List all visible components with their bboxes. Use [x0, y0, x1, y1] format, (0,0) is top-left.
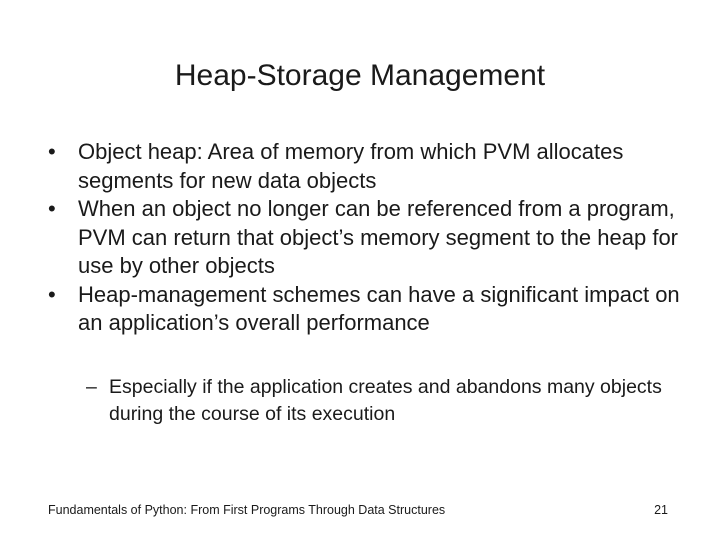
bullet-marker: •: [48, 196, 56, 221]
bullet-text: When an object no longer can be referenced from a program, PVM can return that object’s memory segment to the heap for use by other objects: [78, 196, 679, 278]
bullet-text: Heap-management schemes can have a significant impact on an application’s overall performance: [78, 281, 680, 335]
page-number: 21: [654, 503, 668, 517]
sub-bullet-item: [86, 374, 686, 428]
bullet-item: [48, 195, 688, 281]
sub-bullet-text: Especially if the application creates and abandons many objects during the course of its execution: [109, 376, 662, 425]
sub-bullet-list: [86, 374, 686, 428]
bullet-list: [48, 138, 688, 338]
sub-bullet-marker: –: [86, 376, 97, 398]
bullet-text: Object heap: Area of memory from which PVM allocates segments for new data objects: [78, 139, 624, 193]
bullet-marker: •: [48, 139, 56, 164]
slide-title: Heap-Storage Management: [174, 59, 546, 92]
bullet-item: [48, 281, 688, 338]
bullet-marker: •: [48, 281, 56, 307]
bullet-item: [48, 138, 688, 195]
footer-book-title: Fundamentals of Python: From First Programs Through Data Structures: [48, 503, 446, 517]
